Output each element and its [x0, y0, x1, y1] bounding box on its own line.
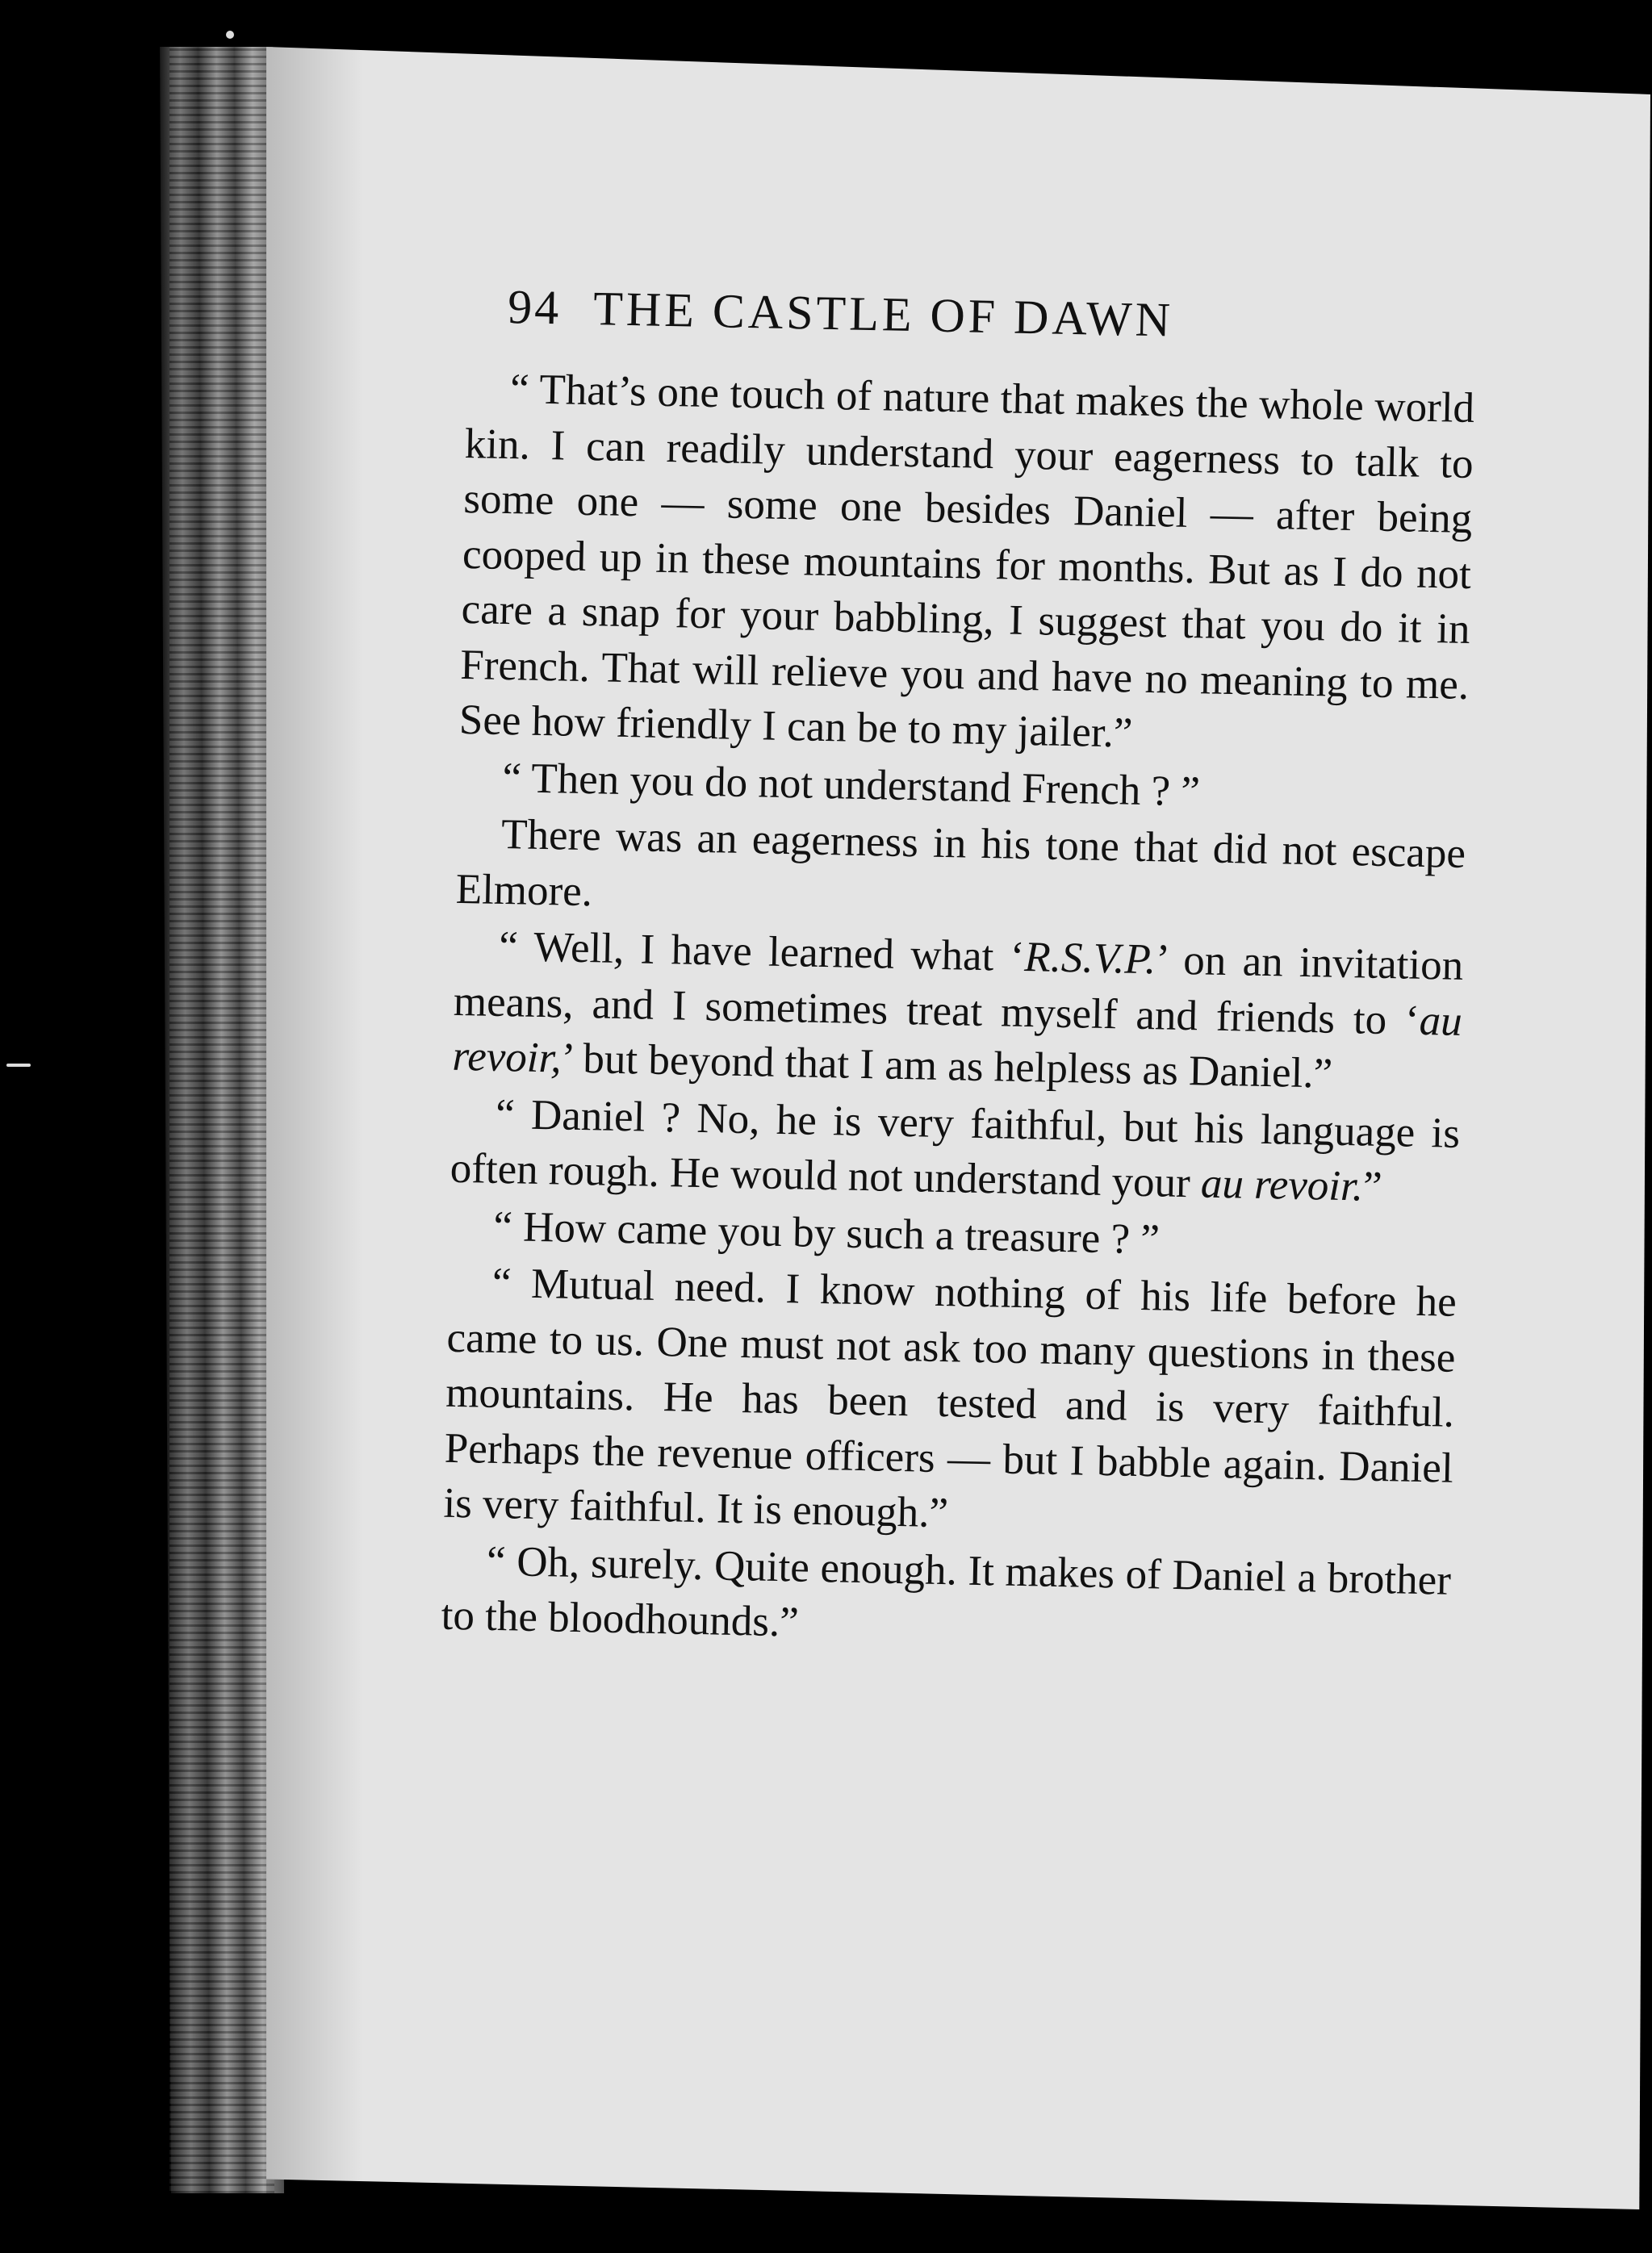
page-number: 94 — [507, 280, 562, 335]
italic-phrase: R.S.V.P. — [1023, 934, 1156, 984]
paragraph-text: ” — [1362, 1163, 1383, 1210]
paragraph — [443, 1255, 1458, 1552]
paragraph-text: “ Then you do not understand French ? ” — [502, 754, 1201, 815]
paragraph — [441, 1532, 1451, 1663]
paragraph-text: “ Well, I have learned what ‘ — [498, 922, 1025, 980]
paragraph — [458, 361, 1474, 767]
paragraph — [452, 918, 1464, 1105]
paragraph-text: ’ but beyond that I am as helpless as Daniel.” — [560, 1035, 1333, 1097]
page-text-block — [441, 278, 1477, 1663]
page-gutter-shadow — [266, 47, 363, 2209]
paragraph — [450, 1085, 1460, 1216]
paragraph-text: “ Daniel ? No, he is very faithful, but his language is often rough. He would not understand your — [450, 1090, 1461, 1207]
paragraph-text: “ Oh, surely. Quite enough. It makes of Daniel a brother to the bloodhounds.” — [441, 1537, 1452, 1646]
dust-speck — [6, 1064, 31, 1067]
paragraph-text: ’ on an invitation means, and I sometimes treat myself and friends to ‘ — [453, 936, 1464, 1044]
italic-phrase: au revoir, — [452, 997, 1463, 1082]
paragraph — [455, 806, 1466, 937]
running-title: THE CASTLE OF DAWN — [592, 282, 1174, 347]
paragraph-text: “ How came you by such a treasure ? ” — [492, 1202, 1161, 1263]
paragraph-text: “ Mutual need. I know nothing of his life before he came to us. One must not ask too many questions in these mountains. He has been tested and is very faithful. Perhaps the revenue officers — but I babble again. Daniel is very faithful. It is enough.” — [442, 1259, 1458, 1537]
dust-speck — [226, 31, 234, 39]
italic-phrase: au revoir. — [1200, 1160, 1364, 1210]
paragraph-text: “ That’s one touch of nature that makes the whole world kin. I can readily understand your eagerness to talk to some one — some one besides Daniel — after being cooped up in these mountains for months. But as I do not care a snap for your babbling, I suggest that you do it in French. That will relieve you and have no meaning to me. See how friendly I can be to my jailer.” — [458, 366, 1475, 757]
paragraph-text: There was an eagerness in his tone that did not escape Elmore. — [455, 810, 1466, 915]
book-spine-texture — [169, 47, 274, 2193]
